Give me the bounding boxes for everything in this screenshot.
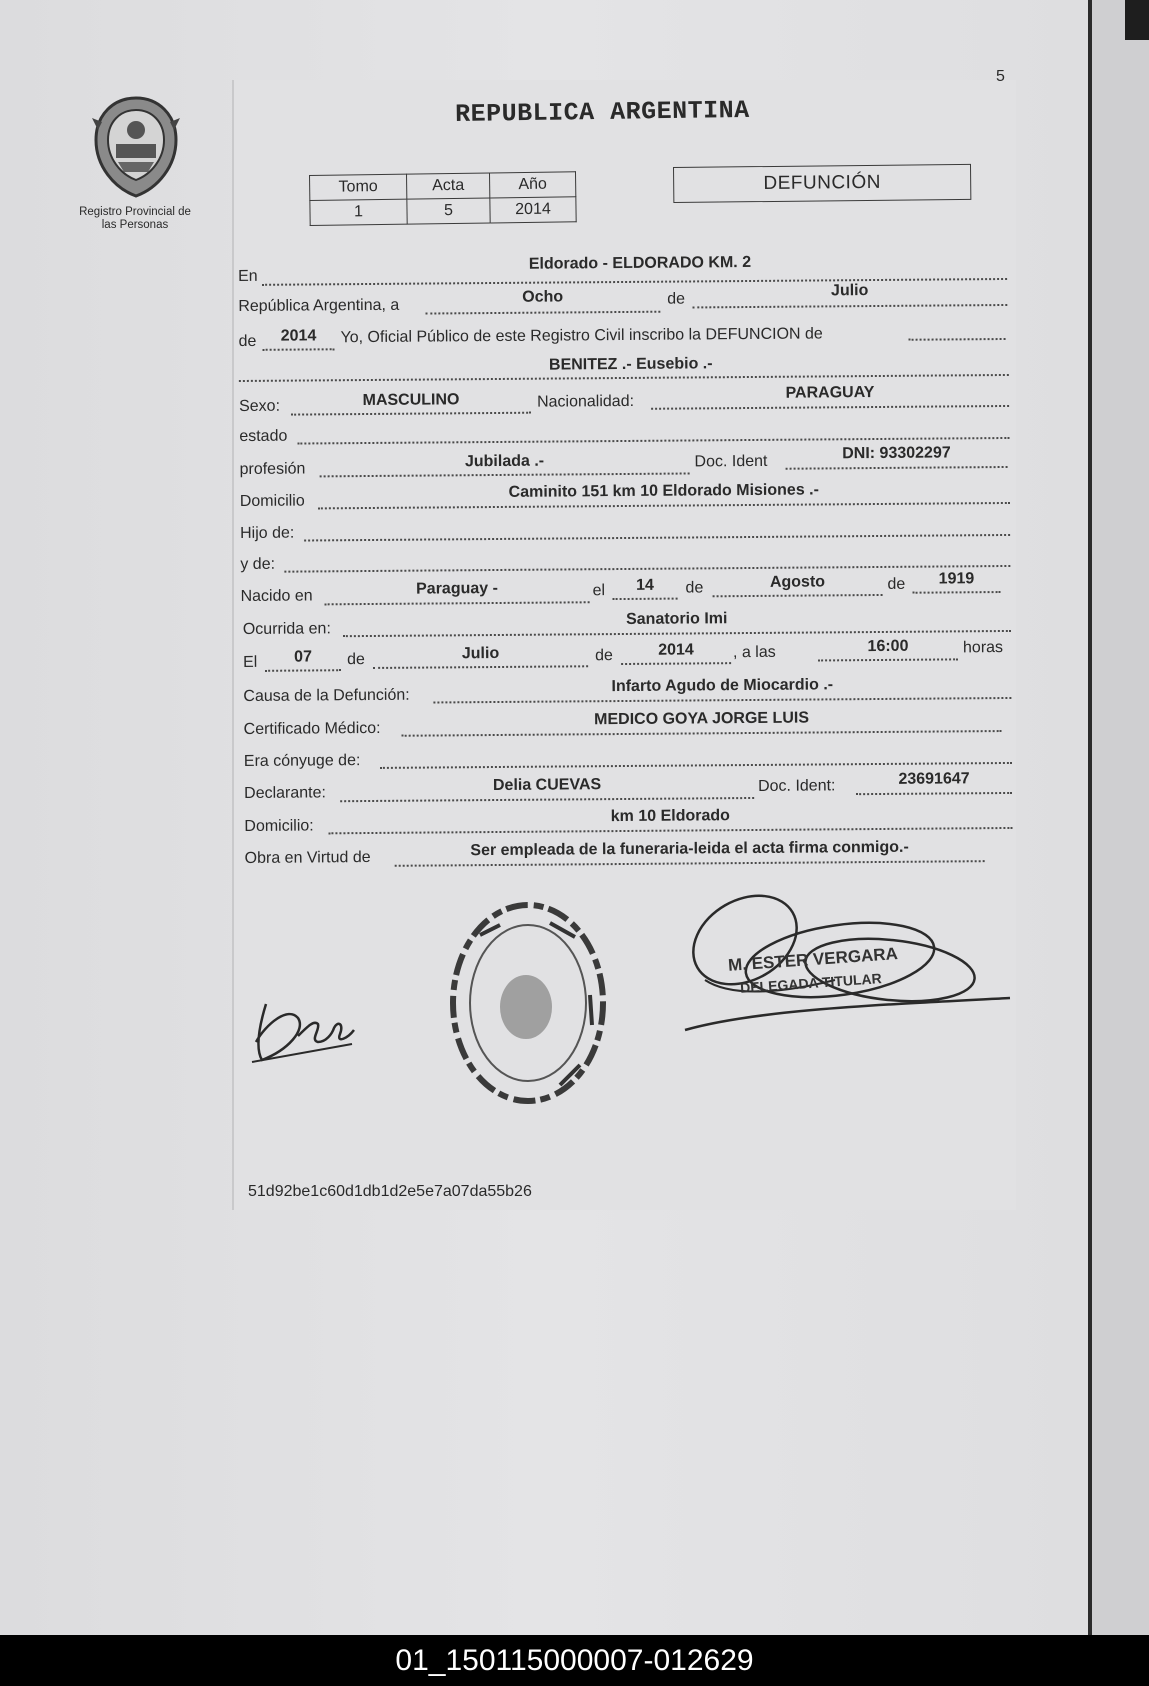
declarant-signature [248, 990, 360, 1070]
birth-de-label: de [685, 579, 704, 597]
header-anio: Año [489, 172, 575, 198]
value-tomo: 1 [310, 199, 407, 225]
declarante-label: Declarante: [244, 784, 327, 802]
page-number: 5 [996, 68, 1005, 85]
death-year: 2014 [658, 641, 694, 659]
obra-value: Ser empleada de la funeraria-leida el acta firma conmigo.- [470, 838, 909, 860]
sexo-label: Sexo: [239, 397, 281, 416]
death-month: Julio [461, 644, 500, 663]
birth-year: 1919 [938, 570, 975, 588]
el-label: el [592, 582, 606, 600]
nacido-value: Paraguay - [416, 579, 498, 598]
domicilio-label: Domicilio [239, 492, 305, 511]
provincial-seal-logo [88, 92, 184, 202]
nacionalidad-value: PARAGUAY [785, 384, 875, 402]
domicilio-value: Caminito 151 km 10 Eldorado Misiones .- [508, 481, 819, 501]
official-title-stamp: DELEGADA TITULAR [739, 970, 883, 996]
certificado-value: MEDICO GOYA JORGE LUIS [594, 709, 810, 729]
estado-label: estado [239, 427, 288, 446]
en-value: Eldorado - ELDORADO KM. 2 [528, 253, 752, 273]
ocurrida-value: Sanatorio Imi [626, 610, 728, 628]
en-label: En [237, 267, 258, 286]
domicilio2-label: Domicilio: [244, 817, 314, 835]
death-de2-label: de [594, 647, 613, 665]
declarante-value: Delia CUEVAS [492, 776, 602, 795]
sexo-value: MASCULINO [362, 391, 460, 410]
page-title: REPUBLICA ARGENTINA [455, 95, 750, 129]
yde-label: y de: [240, 555, 276, 574]
birth-month: Agosto [769, 573, 826, 591]
causa-value: Infarto Agudo de Miocardio .- [611, 676, 834, 696]
scan-id: 01_150115000007-012629 [395, 1643, 754, 1677]
domicilio2-value: km 10 Eldorado [610, 807, 730, 826]
scan-margin [1092, 0, 1149, 1635]
de2-label: de [238, 332, 257, 351]
value-anio: 2014 [490, 197, 576, 223]
doc2-label: Doc. Ident: [758, 777, 836, 795]
death-time: 16:00 [867, 637, 909, 656]
birth-day: 14 [636, 576, 654, 594]
day-value: Ocho [522, 288, 564, 306]
certificado-label: Certificado Médico: [243, 719, 381, 738]
nacionalidad-label: Nacionalidad: [536, 392, 635, 411]
nacido-label: Nacido en [240, 587, 313, 606]
obra-label: Obra en Virtud de [244, 848, 371, 867]
official-stamp [440, 895, 615, 1110]
scan-id-bar [0, 1635, 1149, 1686]
conyuge-label: Era cónyuge de: [243, 752, 361, 770]
profesion-label: profesión [239, 460, 306, 479]
logo-caption-line1: Registro Provincial de [79, 206, 191, 218]
republica-label: República Argentina, a [238, 296, 400, 316]
doc-ident-value: DNI: 93302297 [842, 444, 951, 463]
ocurrida-label: Ocurrida en: [242, 620, 331, 638]
value-acta: 5 [407, 198, 490, 224]
alas-label: , a las [732, 643, 776, 662]
oficial-text: Yo, Oficial Público de este Registro Civil inscribo la DEFUNCION de [340, 325, 823, 347]
month-value: Julio [830, 282, 869, 300]
death-de-label: de [346, 651, 365, 669]
header-tomo: Tomo [310, 174, 407, 200]
logo-caption [60, 206, 210, 232]
logo-caption-line2: las Personas [101, 219, 169, 231]
birth-de2-label: de [887, 575, 906, 593]
doc2-value: 23691647 [898, 770, 970, 788]
official-name-stamp: M. ESTER VERGARA [727, 944, 899, 975]
deceased-name: BENITEZ .- Eusebio .- [548, 355, 713, 374]
hijo-label: Hijo de: [240, 524, 295, 543]
scan-corner [1125, 0, 1149, 40]
act-type-box: DEFUNCIÓN [673, 164, 971, 203]
el2-label: El [243, 653, 258, 671]
de-label: de [667, 290, 686, 308]
death-day: 07 [294, 648, 312, 666]
year-value: 2014 [280, 327, 317, 345]
header-acta: Acta [406, 173, 489, 199]
registry-table [309, 171, 577, 226]
horas-label: horas [962, 639, 1004, 657]
causa-label: Causa de la Defunción: [243, 686, 410, 705]
profesion-value: Jubilada .- [464, 452, 545, 471]
document-hash: 51d92be1c60d1db1d2e5e7a07da55b26 [248, 1183, 532, 1200]
doc-ident-label: Doc. Ident [694, 452, 768, 471]
